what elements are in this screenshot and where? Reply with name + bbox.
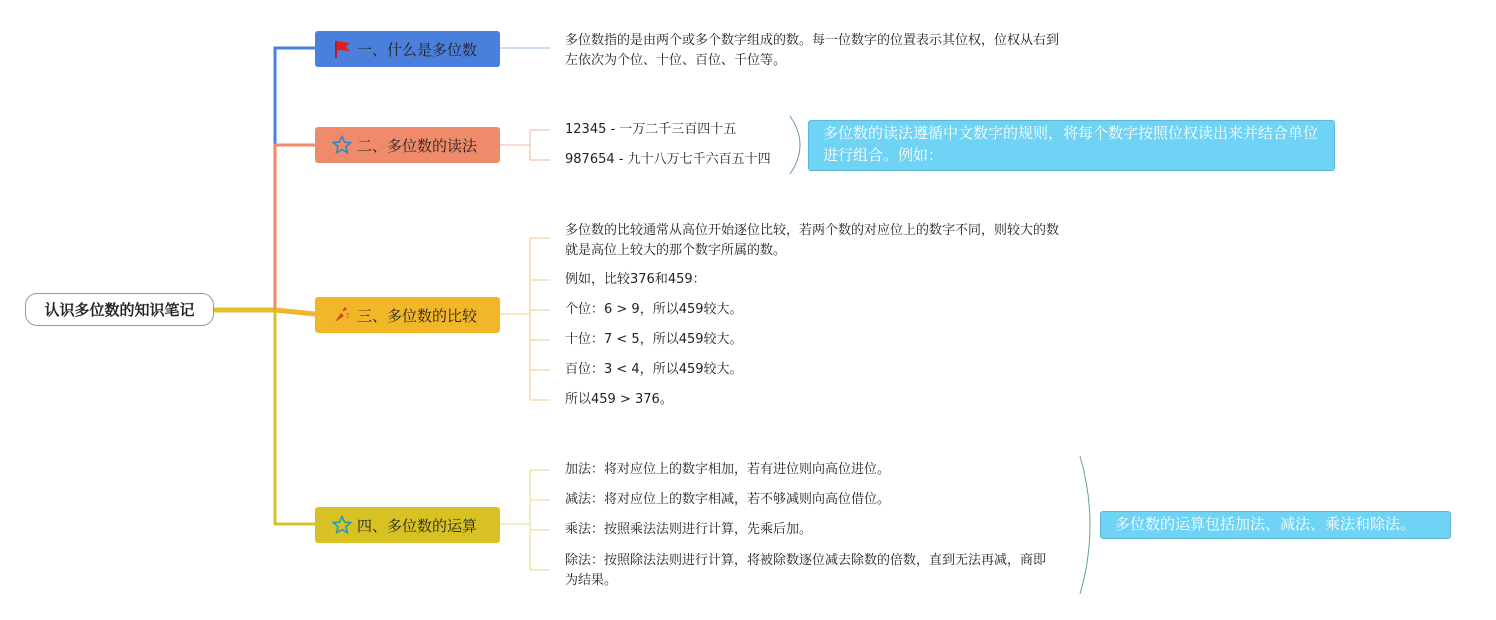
star-icon (331, 514, 353, 536)
leaf-example-2: 987654 - 九十八万七千六百五十四 (565, 152, 771, 167)
leaf-tens: 十位：7 < 5，所以459较大。 (565, 332, 743, 347)
leaf-addition: 加法：将对应位上的数字相加，若有进位则向高位进位。 (565, 462, 891, 477)
party-icon (331, 304, 353, 326)
summary-text: 多位数的读法遵循中文数字的规则，将每个数字按照位权读出来并结合单位进行组合。例如： (823, 124, 1319, 164)
root-topic[interactable] (25, 293, 214, 326)
summary-reading[interactable] (808, 120, 1335, 171)
leaf-conclusion: 所以459 > 376。 (565, 392, 673, 407)
branch-label: 四、多位数的运算 (357, 516, 478, 535)
star-icon (331, 134, 353, 156)
flag-icon (331, 38, 353, 60)
branch-what-is[interactable] (315, 31, 500, 67)
branch-label: 三、多位数的比较 (357, 306, 478, 325)
branch-reading[interactable] (315, 127, 500, 163)
root-label: 认识多位数的知识笔记 (44, 301, 195, 319)
summary-operations[interactable] (1100, 511, 1451, 539)
leaf-example-1: 12345 - 一万二千三百四十五 (565, 122, 737, 137)
branch-operations[interactable] (315, 507, 500, 543)
leaf-multiplication: 乘法：按照乘法法则进行计算，先乘后加。 (565, 522, 813, 537)
branch-comparison[interactable] (315, 297, 500, 333)
summary-text: 多位数的运算包括加法、减法、乘法和除法。 (1115, 515, 1416, 533)
leaf-example: 例如，比较376和459： (565, 272, 706, 287)
leaf-division: 除法：按照除法法则进行计算，将被除数逐位减去除数的倍数，直到无法再减，商即为结果。 (565, 553, 1047, 588)
branch-label: 二、多位数的读法 (357, 136, 478, 155)
branch-label: 一、什么是多位数 (357, 40, 478, 59)
leaf-hundreds: 百位：3 < 4，所以459较大。 (565, 362, 743, 377)
leaf-subtraction: 减法：将对应位上的数字相减，若不够减则向高位借位。 (565, 492, 891, 507)
leaf-ones: 个位：6 > 9，所以459较大。 (565, 302, 743, 317)
leaf-definition: 多位数指的是由两个或多个数字组成的数。每一位数字的位置表示其位权，位权从右到左依次为个位、十位、百位、千位等。 (565, 33, 1060, 68)
leaf-rule: 多位数的比较通常从高位开始逐位比较，若两个数的对应位上的数字不同，则较大的数就是高位上较大的那个数字所属的数。 (565, 223, 1060, 258)
